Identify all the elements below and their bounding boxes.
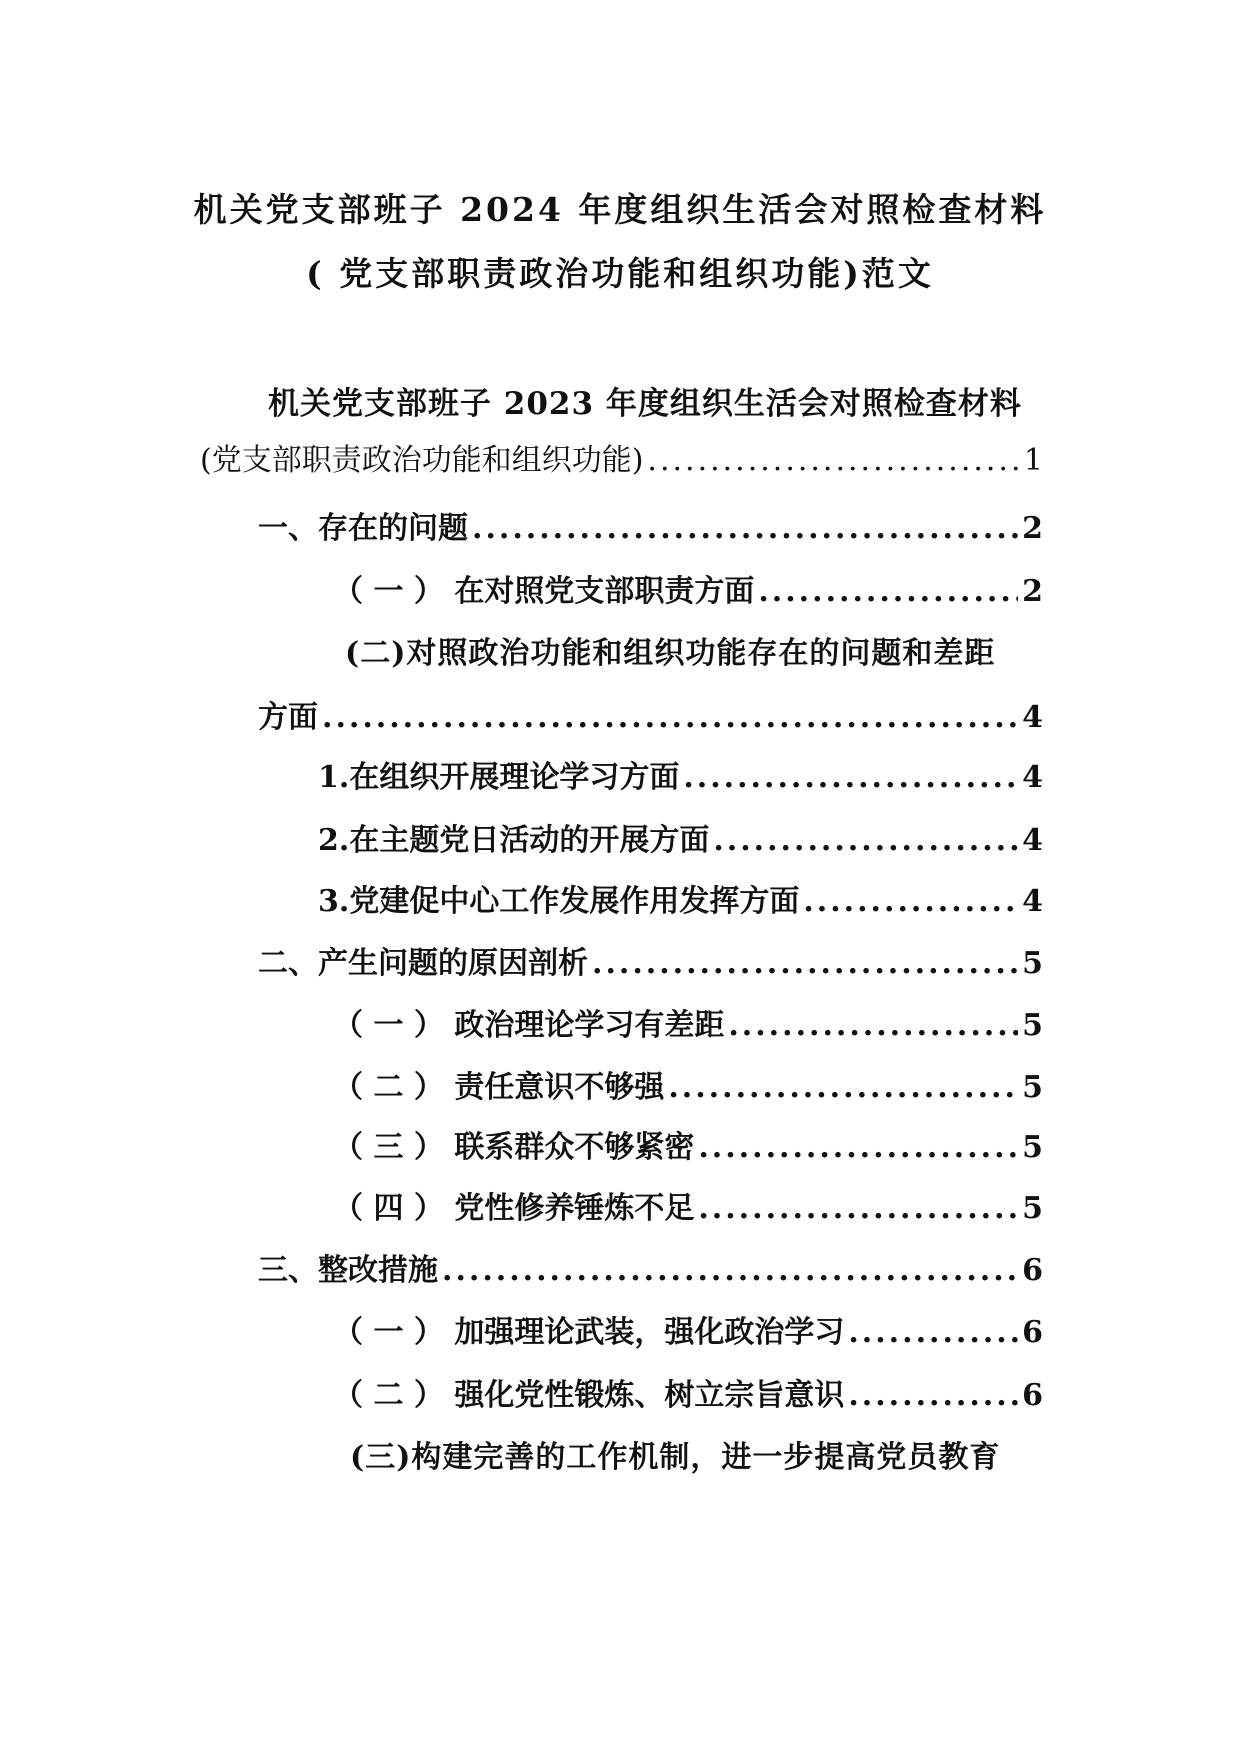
toc-entry-wrapped: (二)对照政治功能和组织功能存在的问题和差距 <box>345 636 996 671</box>
toc-entry <box>258 1245 1043 1289</box>
toc-label: 三、整改措施 <box>258 1253 438 1288</box>
toc-label: （ 三 ） 联系群众不够紧密 <box>333 1130 695 1165</box>
toc-page-number: 2 <box>1022 511 1043 546</box>
document-title-line-1: 机关党支部班子 2024 年度组织生活会对照检查材料 <box>193 190 1047 229</box>
document-title-line-2: ( 党支部职责政治功能和组织功能)范文 <box>306 254 934 293</box>
toc-page-number: 1 <box>1023 443 1043 478</box>
toc-page-number: 6 <box>1022 1253 1043 1288</box>
toc-page-number: 6 <box>1022 1315 1043 1350</box>
toc-label: 方面 <box>258 700 318 735</box>
toc-label: （ 四 ） 党性修养锤炼不足 <box>333 1191 695 1226</box>
toc-leader-dots <box>698 1191 1018 1226</box>
toc-line-main-heading-cont <box>200 435 1043 479</box>
toc-page-number: 6 <box>1022 1378 1043 1413</box>
toc-entry <box>258 692 1043 736</box>
toc-leader-dots <box>442 1253 1018 1288</box>
toc-label: （ 一 ） 在对照党支部职责方面 <box>333 574 755 609</box>
toc-leader-dots <box>803 884 1018 919</box>
toc-leader-dots <box>647 443 1019 478</box>
toc-entry <box>333 1062 1043 1106</box>
toc-leader-dots <box>848 1378 1018 1413</box>
toc-page-number: 4 <box>1022 823 1043 858</box>
toc-entry <box>333 1122 1043 1166</box>
toc-label: 1.在组织开展理论学习方面 <box>318 760 680 795</box>
toc-entry <box>318 752 1043 796</box>
toc-leader-dots <box>728 1008 1018 1043</box>
toc-label: 一、存在的问题 <box>258 511 468 546</box>
toc-label: (党支部职责政治功能和组织功能) <box>200 443 644 478</box>
toc-label: 2.在主题党日活动的开展方面 <box>318 823 710 858</box>
toc-leader-dots <box>683 760 1018 795</box>
toc-leader-dots <box>592 946 1018 981</box>
toc-leader-dots <box>758 574 1018 609</box>
toc-label: （ 二 ） 强化党性锻炼、树立宗旨意识 <box>333 1378 845 1413</box>
toc-page-number: 5 <box>1022 1070 1043 1105</box>
toc-page-number: 5 <box>1022 1191 1043 1226</box>
toc-page-number: 4 <box>1022 760 1043 795</box>
toc-label: 3.党建促中心工作发展作用发挥方面 <box>318 884 800 919</box>
toc-entry <box>333 566 1043 610</box>
toc-leader-dots <box>668 1070 1018 1105</box>
toc-entry <box>333 1183 1043 1227</box>
toc-main-heading: 机关党支部班子 2023 年度组织生活会对照检查材料 <box>268 386 1022 422</box>
toc-entry <box>318 876 1043 920</box>
toc-page-number: 4 <box>1022 884 1043 919</box>
toc-leader-dots <box>848 1315 1018 1350</box>
toc-entry <box>333 1307 1043 1351</box>
toc-entry <box>333 1370 1043 1414</box>
toc-page-number: 2 <box>1022 574 1043 609</box>
toc-entry <box>258 503 1043 547</box>
toc-page-number: 4 <box>1022 700 1043 735</box>
toc-page-number: 5 <box>1022 1130 1043 1165</box>
toc-entry <box>318 815 1043 859</box>
toc-entry-wrapped: (三)构建完善的工作机制，进一步提高党员教育 <box>350 1440 1001 1475</box>
toc-leader-dots <box>472 511 1018 546</box>
toc-label: （ 一 ） 加强理论武装，强化政治学习 <box>333 1315 845 1350</box>
toc-label: （ 一 ） 政治理论学习有差距 <box>333 1008 725 1043</box>
toc-label: 二、产生问题的原因剖析 <box>258 946 588 981</box>
toc-label: （ 二 ） 责任意识不够强 <box>333 1070 665 1105</box>
toc-entry <box>258 938 1043 982</box>
toc-page-number: 5 <box>1022 946 1043 981</box>
toc-leader-dots <box>713 823 1018 858</box>
toc-page-number: 5 <box>1022 1008 1043 1043</box>
toc-leader-dots <box>698 1130 1018 1165</box>
toc-leader-dots <box>322 700 1018 735</box>
toc-entry <box>333 1000 1043 1044</box>
